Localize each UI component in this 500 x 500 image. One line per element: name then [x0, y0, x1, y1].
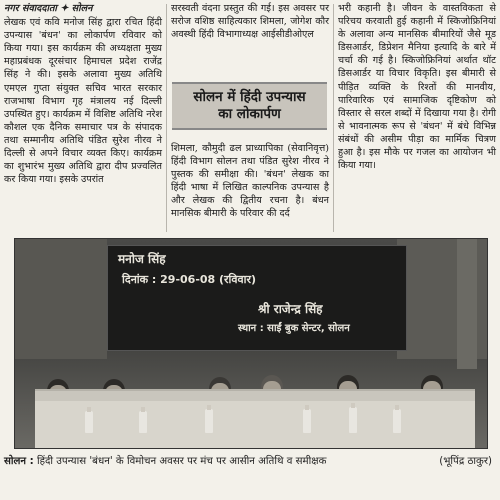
- caption-place: सोलन :: [4, 456, 34, 467]
- column-mid-bottom-text: शिमला, कौमुदी ढल प्राध्यापिका (सेवानिवृत्त) हिंदी विभाग सोलन तथा पंडित सुरेश नीरव ने पुस्तक की समीक्षा की। 'बंधन' लेखक का हिंदी भाषा में लिखित काल्पनिक उपन्यास है और लेखक की द्वितीय रचना है। बंधन मानसिक बीमारी के परिवार की दर्द: [171, 143, 329, 220]
- stage-table: [35, 389, 475, 449]
- water-bottle: [85, 411, 93, 433]
- photo-curtain: [457, 239, 477, 369]
- water-bottle: [139, 411, 147, 433]
- column-divider: [166, 4, 167, 232]
- column-left-text: लेखक एवं कवि मनोज सिंह द्वारा रचित हिंदी उपन्यास 'बंधन' का लोकार्पण रविवार को किया गया। इस कार्यक्रम की अध्यक्षता मुख्य महाप्रबंधक दूरसंचार हिमाचल प्रदेश राजेंद्र सिंह ने की। इसके अलावा मुख्य अतिथि एमएल गुप्ता संयुक्त सचिव भारत सरकार राजभाषा विभाग गृह मंत्रालय नई दिल्ली उपस्थित हुए। कार्यक्रम में विशिष्ट अतिथि नरेश कौशल एक दैनिक समाचार पत्र के संपादक तथा सम्मानीय अतिथि पंडित सुरेश नीरव ने दिल्ली से अपने विचार व्यक्त किए। कार्यक्रम का शुभारंभ मुख्य अतिथि द्वारा दीप प्रज्वलित कर किया गया। इसके उपरांत: [4, 17, 162, 186]
- column-divider: [333, 4, 334, 232]
- water-bottle: [393, 409, 401, 433]
- water-bottle: [349, 407, 357, 433]
- water-bottle: [303, 409, 311, 433]
- photo-wall: [15, 239, 107, 359]
- headline-line-2: का लोकार्पण: [218, 106, 281, 122]
- banner-text: श्री राजेन्द्र सिंह: [258, 302, 323, 316]
- photo-caption: [4, 455, 496, 469]
- banner-text: मनोज सिंह: [118, 252, 166, 266]
- headline: [172, 82, 327, 130]
- article-column-middle-top: [171, 2, 329, 41]
- banner-text: स्थान : साईं बुक सेन्टर, सोलन: [238, 323, 350, 334]
- stage-banner: [107, 245, 407, 351]
- column-mid-top-text: सरस्वती वंदना प्रस्तुत की गई। इस अवसर पर सरोज वशिष्ठ साहित्यकार शिमला, जोगेश कौर अवस्थी हिंदी विभागाध्यक्ष आईसीडीओएल: [171, 3, 329, 41]
- photo-credit: (भूपिंद्र ठाकुर): [439, 456, 492, 467]
- table-edge: [35, 391, 475, 401]
- water-bottle: [205, 409, 213, 433]
- article-column-middle-bottom: [171, 142, 329, 221]
- column-right-text: भरी कहानी है। जीवन के वास्तविकता से परिचय करवाती हुई कहानी में स्किजोफ्रिनियां के अलावा अन्य मानसिक बीमारियों जैसे मूड डिसआर्डर, डिप्रेशन मैनिया इत्यादि के बारे में चर्चा की गई है। स्किजोफ्रिनियां अर्थात थॉट डिसआर्डर या विचार विकृति। इस बीमारी से पीड़ित व्यक्ति के रिश्तों की मानवीय, पारिवारिक एवं सामाजिक दृष्टिकोण को विस्तार से सरल शब्दों में दिखाया गया है। रोगी से भावनात्मक रूप से 'बंधन' में बंधे विभिन्न संबंधों की असीम पीड़ा का मार्मिक चित्रण हुआ है। इस मौके पर गजल का आयोजन भी किया गया।: [338, 3, 496, 172]
- article-column-right: [338, 2, 496, 172]
- event-photo: [14, 238, 488, 449]
- article-column-left: [4, 2, 162, 186]
- headline-line-1: सोलन में हिंदी उपन्यास: [193, 89, 306, 105]
- banner-text: दिनांक : 29-06-08 (रविवार): [122, 273, 257, 286]
- caption-text: हिंदी उपन्यास 'बंधन' के विमोचन अवसर पर मंच पर आसीन अतिथि व समीक्षक: [36, 456, 327, 467]
- dateline: नगर संवाददाता ✦ सोलन: [4, 3, 93, 14]
